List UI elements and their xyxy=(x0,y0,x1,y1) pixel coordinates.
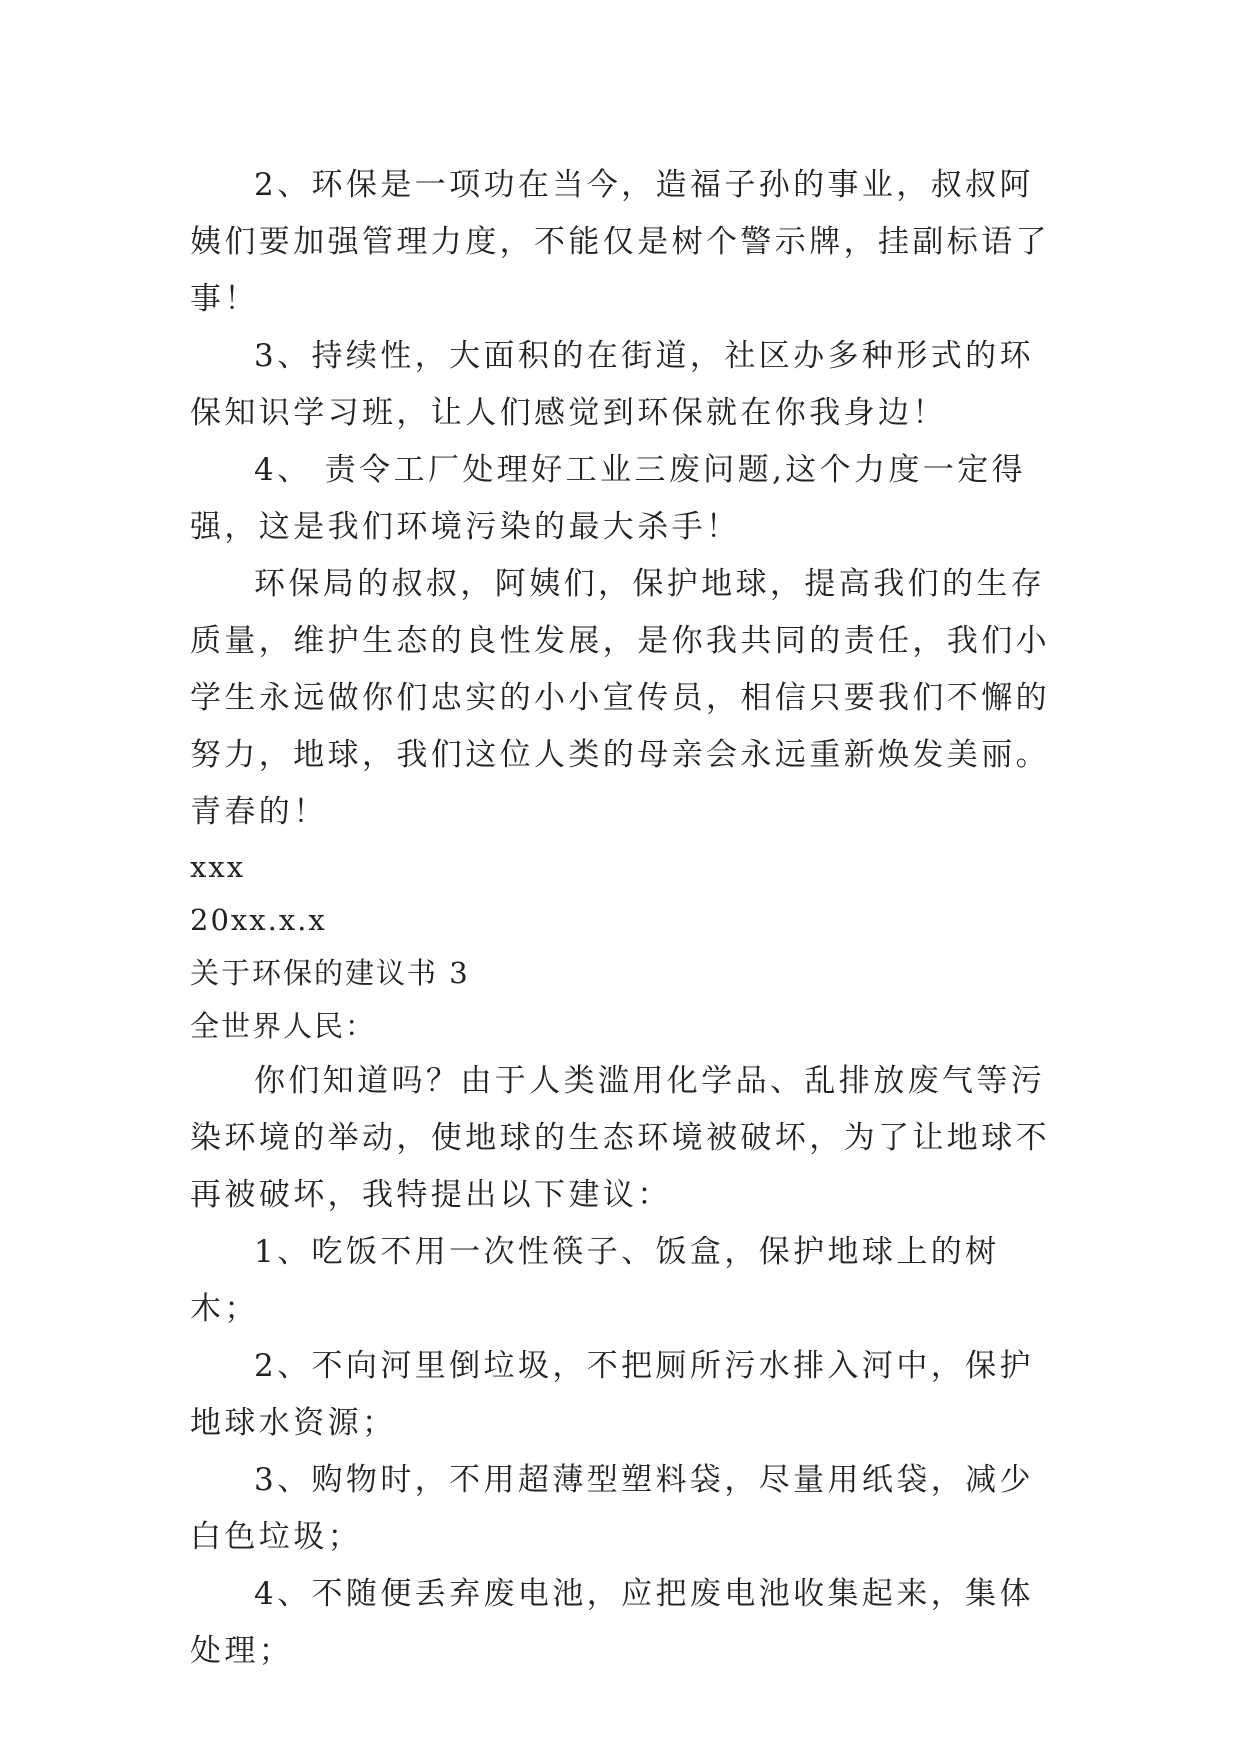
paragraph-suggestion-2: 2、环保是一项功在当今，造福子孙的事业，叔叔阿姨们要加强管理力度，不能仅是树个警示牌，挂副标语了事！ xyxy=(190,167,1050,317)
signature: xxx xyxy=(190,850,246,884)
salutation: 全世界人民： xyxy=(190,1009,377,1043)
paragraph-suggestion-3: 3、持续性，大面积的在街道，社区办多种形式的环保知识学习班，让人们感觉到环保就在你我身边！ xyxy=(190,338,1034,431)
paragraph-item-1: 1、吃饭不用一次性筷子、饭盒，保护地球上的树木； xyxy=(190,1234,1000,1327)
paragraph-item-2: 2、不向河里倒垃圾，不把厕所污水排入河中，保护地球水资源； xyxy=(190,1348,1034,1441)
paragraph-suggestion-4: 4、 责令工厂处理好工业三废问题,这个力度一定得强，这是我们环境污染的最大杀手！ xyxy=(190,452,1027,545)
document-body xyxy=(190,157,1065,1680)
paragraph-item-4: 4、不随便丢弃废电池，应把废电池收集起来，集体处理； xyxy=(190,1576,1034,1669)
section-title: 关于环保的建议书 3 xyxy=(190,956,470,990)
paragraph-item-3: 3、购物时，不用超薄型塑料袋，尽量用纸袋，减少白色垃圾； xyxy=(190,1462,1034,1555)
date: 20xx.x.x xyxy=(190,903,327,937)
paragraph-intro: 你们知道吗？由于人类滥用化学品、乱排放废气等污染环境的举动，使地球的生态环境被破坏，为了让地球不再被破坏，我特提出以下建议： xyxy=(190,1063,1050,1213)
paragraph-closing: 环保局的叔叔，阿姨们，保护地球，提高我们的生存质量，维护生态的良性发展，是你我共同的责任，我们小学生永远做你们忠实的小小宣传员，相信只要我们不懈的努力，地球，我们这位人类的母亲会永远重新焕发美丽。青春的！ xyxy=(190,566,1050,830)
